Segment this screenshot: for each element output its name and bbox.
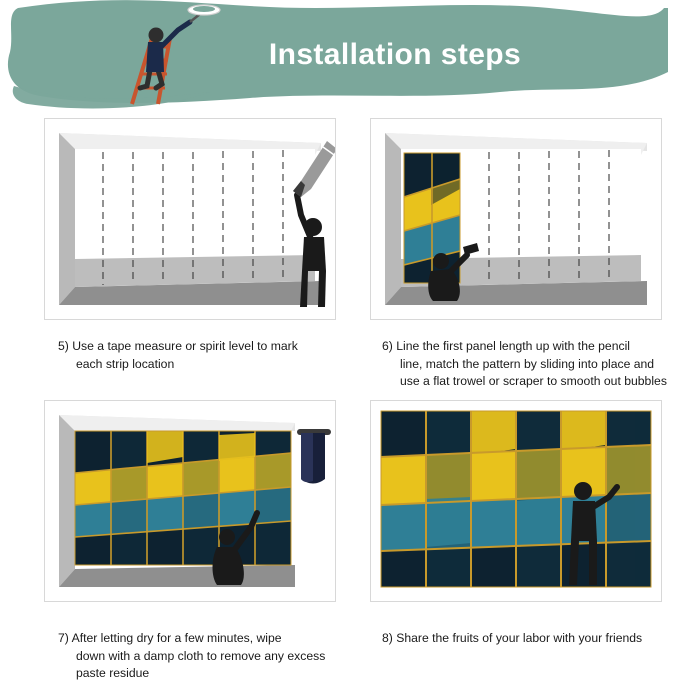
step-6-illustration (370, 118, 662, 320)
step-7-number: 7) (58, 631, 69, 645)
step-5-number: 5) (58, 339, 69, 353)
step-6-number: 6) (382, 339, 393, 353)
step-8-number: 8) (382, 631, 393, 645)
step-5-line-2: each strip location (76, 356, 175, 371)
step-8-caption (382, 630, 674, 648)
step-8-illustration (370, 400, 662, 602)
step-6-line-2: line, match the pattern by sliding into place and (400, 356, 655, 371)
step-7-caption (58, 630, 348, 683)
step-5-line-1: Use a tape measure or spirit level to mark (72, 339, 298, 353)
step-5-caption (58, 338, 348, 373)
step-7-illustration (44, 400, 336, 602)
step-6-line-3: use a flat trowel or scraper to smooth out bubbles (400, 374, 667, 388)
step-8-image (370, 400, 660, 600)
step-7-image (44, 400, 334, 600)
page-title: Installation steps (268, 38, 522, 71)
step-7-line-1: After letting dry for a few minutes, wipe (71, 631, 282, 645)
step-6-caption (382, 338, 674, 391)
step-8-line-1: Share the fruits of your labor with your friends (396, 631, 643, 645)
finished-wallpaper-wall (75, 431, 291, 565)
step-7-line-3: paste residue (76, 666, 150, 680)
step-6-line-1: Line the first panel length up with the pencil (396, 339, 630, 353)
step-5-illustration (44, 118, 336, 320)
paint-roller-icon (188, 5, 220, 15)
first-wallpaper-panel (404, 153, 460, 283)
step-7-line-2: down with a damp cloth to remove any excess (76, 648, 326, 663)
page-header (0, 0, 679, 118)
step-6-image (370, 118, 660, 318)
step-5-image (44, 118, 334, 318)
